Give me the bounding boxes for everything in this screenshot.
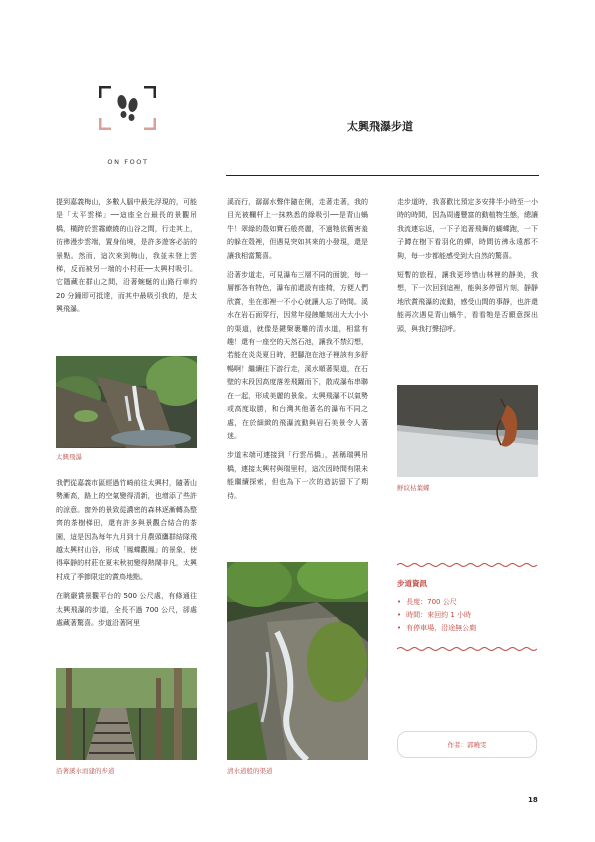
author-credit: 作者：郭曉雯 (447, 741, 487, 749)
photo-caption: 清水道般的渠道 (227, 767, 273, 775)
info-item-time: • 時間：來回約 1 小時 (397, 609, 537, 622)
article-title: 太興飛瀑步道 (347, 120, 413, 133)
footprints-logo (99, 86, 156, 130)
info-list (397, 596, 537, 635)
footprints-icon (99, 86, 156, 130)
trail-photo (56, 668, 197, 760)
photo-caption: 鮮紋枯葉蝶 (397, 484, 430, 492)
text-column-2 (227, 196, 368, 509)
paragraph: 短暫的旅程，讓我更珍惜山林裡的靜美，我想，下一次回到這裡，能與多停留片刻，靜靜地欣賞飛瀑的流動，感受山間的事靜，也許還能再次遇見青山蝸牛，看看牠是否願意探出頭，與我打聲招呼。 (397, 271, 538, 333)
butterfly-photo (397, 385, 538, 477)
waterfall-photo (56, 356, 197, 448)
info-item-facilities: • 有停車場，沿途無公廁 (397, 622, 537, 635)
text-column-1 (56, 196, 197, 323)
channel-photo (227, 562, 368, 760)
section-label: ON FOOT (107, 158, 149, 166)
text-column-1b (56, 477, 197, 636)
paragraph: 沿著步道走，可見瀑布三層不同的面貌，每一層都各有特色，瀑布前還設有座椅，方便人們欣賞，坐在那裡一不小心就讓人忘了時間。溪水在岩石面穿行，因常年侵蝕雕刻出大大小小的渠道，就像是鍵槃裹雕的清水道，相當有趣！還有一座空的天然石池，讓我不禁幻想，若能在炎炎夏日時，把腳泡在池子裡該有多舒暢啊！繼續往下游行走，溪水順著渠道，在石壁的末段因高度落差飛躍而下，散成瀑布串聯在一起，形成美麗的景象。太興飛瀑不以氣勢或高度取勝，和台灣其他著名的瀑布不同之處，在於細緻的飛瀑流動與岩石美景令人著迷。 (227, 271, 368, 440)
paragraph: 走步道時，我喜歡比預定多安排半小時至一小時的時間，因為周邊豐富的動植物生態，總讓我流連忘返，一下子追著飛舞的蝴蝶跑，一下子蹲在樹下看羽化的蟬，時間彷彿永遠都不夠，每一步都能感受到大自然的驚喜。 (397, 198, 538, 260)
paragraph: 提到嘉義梅山，多數人腦中最先浮現的，可能是「太平雲梯」──這座全台最長的景觀吊橋，橫跨於雲霧繚繞的山谷之間，行走其上，彷彿漫步雲端，置身仙境，是許多遊客必訪的景點。然而，這次來到梅山，我並未登上雲梯，反而被另一端的小村莊──太興村吸引。它隱藏在群山之間，沿著蜿蜒的山路行車約 20 分鐘即可抵達，而其中最吸引我的，是太興飛瀑。 (56, 198, 197, 314)
paragraph: 我們從嘉義市區經過竹崎前往太興村，隨著山勢漸高，路上的空氣變得清新，也增添了些許的涼意。窗外的景致從濃密的森林逐漸轉為整齊的茶樹梯田，還有許多與景觀合結合的茶園，這是因為每年九月到十月農頭鷹群結隊飛越太興村山谷，形成「鳳蝶觀鳳」的景象，使得寧靜的村莊在夏末秋初變得熱鬧非凡，太興村成了季節限定的賞鳥地點。 (56, 479, 197, 581)
photo-caption: 沿著溪水而建的步道 (56, 767, 115, 775)
page-number: 18 (528, 796, 538, 804)
paragraph: 溪而行，潺潺水聲伴隨在側，走著走著，我的目光被欄杆上一抹熟悉的綠吸引──是青山蝸牛！翠綠的殼如寶石般亮麗，不過牠依舊害羞的躲在殼裡，但遇見突如其來的小發現，還是讓我相當驚喜。 (227, 198, 368, 260)
info-title: 步道資訊 (397, 579, 427, 588)
wave-divider (397, 562, 538, 568)
info-item-length: • 長度：700 公尺 (397, 596, 537, 609)
photo-caption: 太興飛瀑 (56, 453, 82, 461)
text-column-3 (397, 196, 538, 342)
title-divider (226, 175, 539, 176)
paragraph: 步道末端可連接到「行雲吊橋」，甚稱瑞興吊橋，連接太興村與瑞里村，這次因時間有限未能繼續探索，但也為下一次的造訪留下了期待。 (227, 451, 368, 500)
paragraph: 在眺嚴賞景觀平台的 500 公尺處，有條通往太興飛瀑的步道，全長不過 700 公尺，卻處處藏著驚喜。步道沿著阿里 (56, 592, 197, 628)
wave-divider (397, 646, 538, 652)
